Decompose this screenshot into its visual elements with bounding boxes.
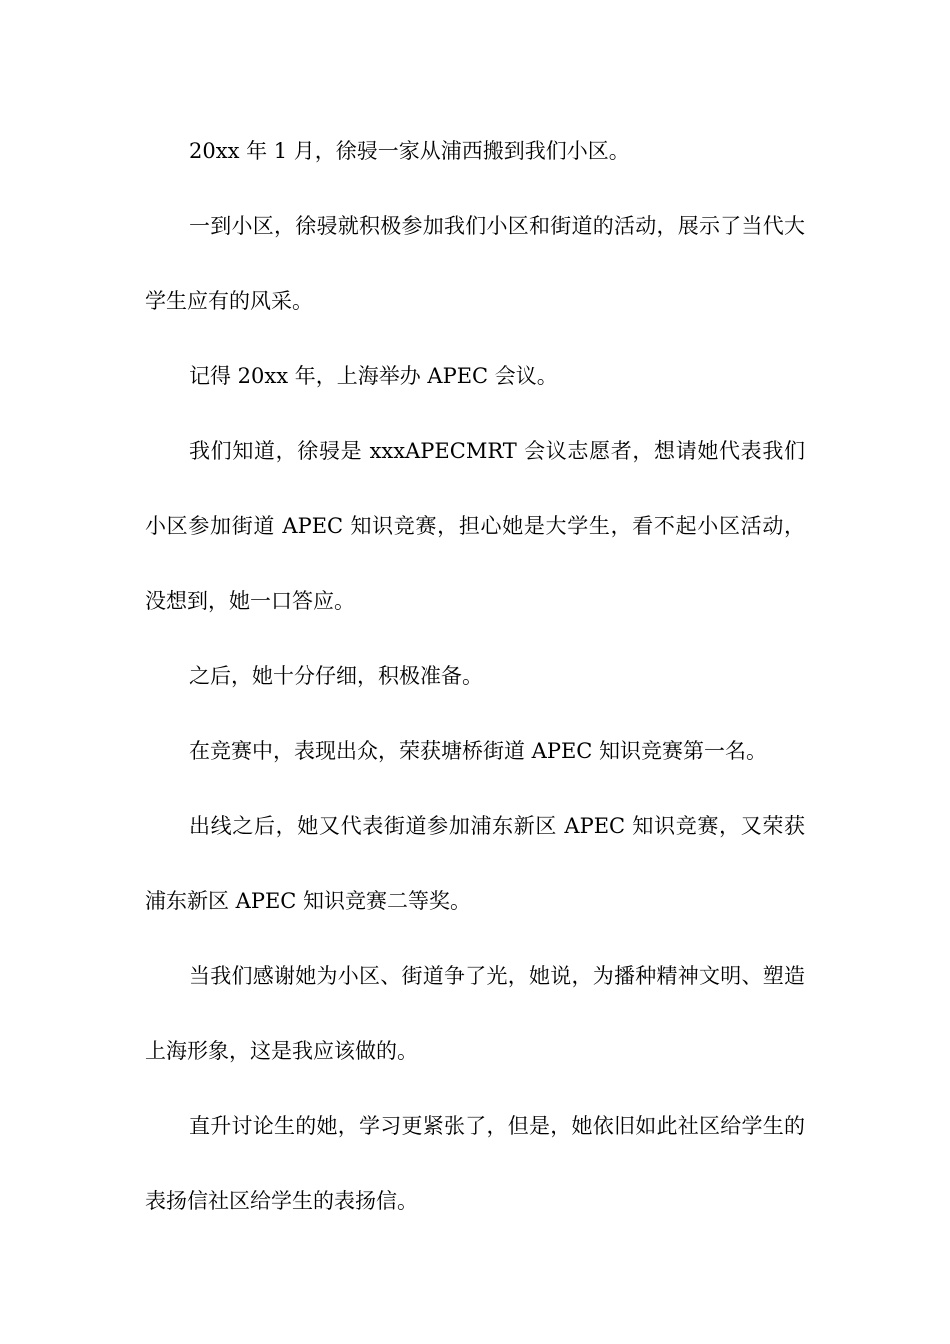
paragraph-6: 在竞赛中，表现出众，荣获塘桥街道 APEC 知识竞赛第一名。 xyxy=(189,739,768,763)
paragraph-1: 20xx 年 1 月，徐骎一家从浦西搬到我们小区。 xyxy=(189,139,630,163)
document-body xyxy=(145,114,805,1239)
paragraph-5: 之后，她十分仔细，积极准备。 xyxy=(189,664,483,688)
paragraph-4: 我们知道，徐骎是 xxxAPECMRT 会议志愿者，想请她代表我们小区参加街道 APEC 知识竞赛，担心她是大学生，看不起小区活动，没想到，她一口答应。 xyxy=(145,439,805,613)
paragraph-2: 一到小区，徐骎就积极参加我们小区和街道的活动，展示了当代大学生应有的风采。 xyxy=(145,214,805,313)
paragraph-8: 当我们感谢她为小区、街道争了光，她说，为播种精神文明、塑造上海形象，这是我应该做的。 xyxy=(145,964,805,1063)
paragraph-7: 出线之后，她又代表街道参加浦东新区 APEC 知识竞赛，又荣获浦东新区 APEC 知识竞赛二等奖。 xyxy=(145,814,805,913)
paragraph-3: 记得 20xx 年，上海举办 APEC 会议。 xyxy=(189,364,558,388)
paragraph-9: 直升讨论生的她，学习更紧张了，但是，她依旧如此社区给学生的表扬信社区给学生的表扬信。 xyxy=(145,1114,805,1213)
